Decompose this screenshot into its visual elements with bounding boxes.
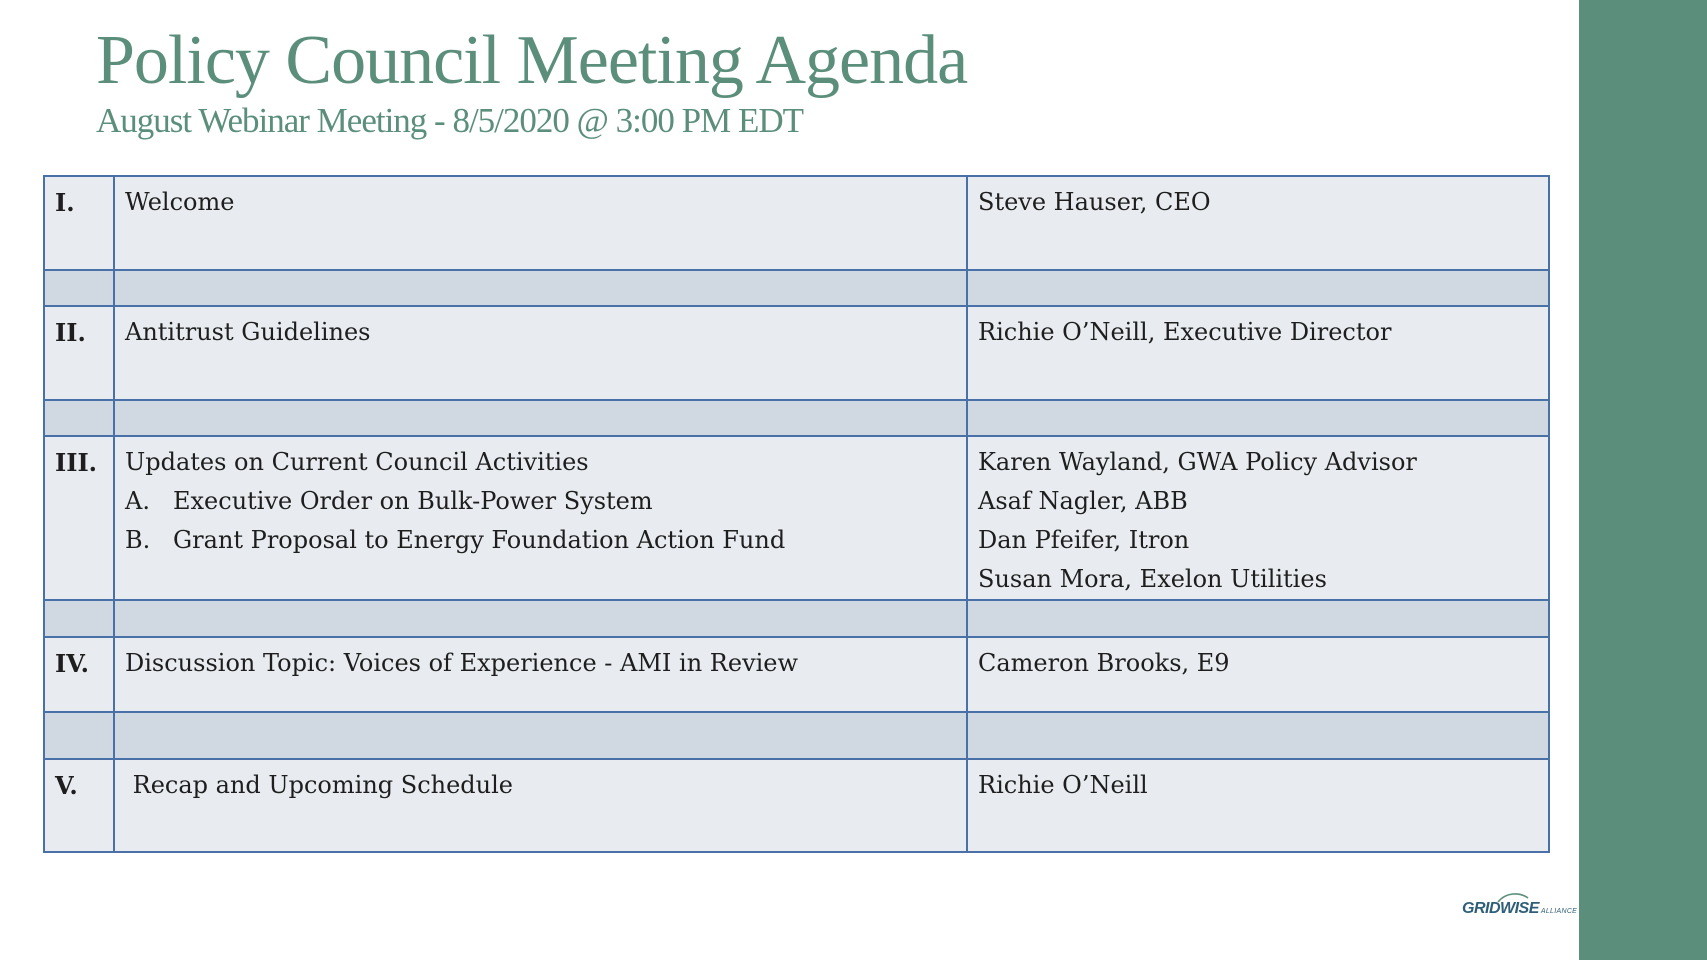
- item-topic: Discussion Topic: Voices of Experience - AMI in Review: [114, 637, 967, 712]
- presenter: Susan Mora, Exelon Utilities: [978, 565, 1327, 593]
- topic-title: Updates on Current Council Activities: [125, 448, 589, 476]
- page-subtitle: August Webinar Meeting - 8/5/2020 @ 3:00 PM EDT: [96, 101, 803, 140]
- sub-item-letter: A.: [125, 487, 150, 515]
- item-number: III.: [44, 436, 114, 600]
- item-topic: Welcome: [114, 176, 967, 270]
- agenda-row: [44, 759, 1549, 852]
- presenter: Steve Hauser, CEO: [978, 188, 1211, 216]
- spacer-row: [44, 400, 1549, 436]
- logo-swoosh-icon: [1496, 892, 1530, 906]
- presenter: Richie O’Neill: [978, 771, 1148, 799]
- gridwise-alliance-logo: [1462, 900, 1577, 918]
- page-title: Policy Council Meeting Agenda: [96, 22, 968, 99]
- agenda-row: [44, 306, 1549, 400]
- spacer-row: [44, 270, 1549, 306]
- agenda-row: [44, 436, 1549, 600]
- presenter: Karen Wayland, GWA Policy Advisor: [978, 448, 1417, 476]
- item-number: V.: [44, 759, 114, 852]
- sub-item: [125, 482, 956, 521]
- spacer-row: [44, 600, 1549, 637]
- sub-item: [125, 521, 956, 560]
- sub-item-letter: B.: [125, 526, 151, 554]
- item-presenters: [967, 759, 1549, 852]
- item-topic: Recap and Upcoming Schedule: [114, 759, 967, 852]
- side-accent-band: [1579, 0, 1707, 960]
- agenda-table: [43, 175, 1550, 853]
- logo-tagline: ALLIANCE: [1540, 908, 1578, 915]
- item-presenters: [967, 637, 1549, 712]
- agenda-row: [44, 176, 1549, 270]
- item-topic: [114, 436, 967, 600]
- agenda-row: [44, 637, 1549, 712]
- sub-item-text: Grant Proposal to Energy Foundation Action Fund: [173, 526, 786, 554]
- spacer-row: [44, 712, 1549, 759]
- item-number: II.: [44, 306, 114, 400]
- item-presenters: [967, 306, 1549, 400]
- presenter: Cameron Brooks, E9: [978, 649, 1230, 677]
- presenter: Dan Pfeifer, Itron: [978, 526, 1190, 554]
- presenter: Richie O’Neill, Executive Director: [978, 318, 1392, 346]
- item-number: I.: [44, 176, 114, 270]
- item-presenters: [967, 176, 1549, 270]
- sub-item-text: Executive Order on Bulk-Power System: [173, 487, 653, 515]
- presenter: Asaf Nagler, ABB: [978, 487, 1188, 515]
- item-presenters: [967, 436, 1549, 600]
- logo-wordmark: GRIDWISE: [1462, 900, 1539, 917]
- item-number: IV.: [44, 637, 114, 712]
- item-topic: Antitrust Guidelines: [114, 306, 967, 400]
